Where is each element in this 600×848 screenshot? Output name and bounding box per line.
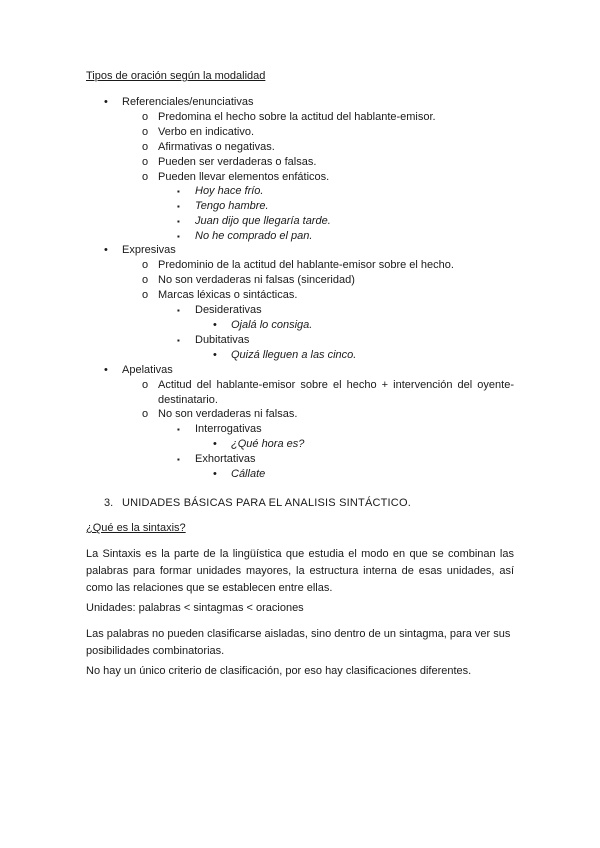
list-item-referenciales: Referenciales/enunciativas: [122, 96, 254, 108]
list-item: Actitud del hablante-emisor sobre el hecho + intervención del oyente-: [158, 379, 514, 391]
bullet-level3: ▪: [177, 202, 180, 211]
bullet-level4: •: [213, 349, 217, 361]
list-item-expresivas: Expresivas: [122, 244, 176, 256]
bullet-level2: o: [142, 289, 149, 301]
heading-3: UNIDADES BÁSICAS PARA EL ANALISIS SINTÁCTICO.: [122, 497, 411, 509]
heading-number: 3.: [104, 497, 114, 509]
list-item: Afirmativas o negativas.: [158, 141, 275, 153]
bullet-level4: •: [213, 438, 217, 450]
bullet-level2: o: [142, 274, 149, 286]
bullet-level2: o: [142, 379, 149, 391]
list-item: No son verdaderas ni falsas (sinceridad): [158, 274, 355, 286]
subtype-label: Interrogativas: [195, 423, 262, 435]
example-item: Cállate: [231, 468, 266, 480]
list-item-apelativas: Apelativas: [122, 364, 173, 376]
example-item: ¿Qué hora es?: [231, 438, 305, 450]
bullet-level3: ▪: [177, 187, 180, 196]
paragraph-criteria: No hay un único criterio de clasificación, por eso hay clasificaciones diferentes.: [86, 665, 472, 677]
example-item: Quizá lleguen a las cinco.: [231, 349, 357, 361]
bullet-level4: •: [213, 468, 217, 480]
bullet-level2: o: [142, 259, 149, 271]
paragraph-definition: La Sintaxis es la parte de la lingüística que estudia el modo en que se combinan las palabras para formar unidades mayores, la estructura interna de esas unidades, así como las relaciones que se establecen entre ellas.: [86, 548, 514, 594]
section-title: Tipos de oración según la modalidad: [86, 70, 266, 82]
subtype-label: Exhortativas: [195, 453, 256, 465]
bullet-level3: ▪: [177, 425, 180, 434]
bullet-level3: ▪: [177, 336, 180, 345]
bullet-level1: •: [104, 244, 108, 256]
list-item: Predomina el hecho sobre la actitud del hablante-emisor.: [158, 111, 436, 123]
example-item: Juan dijo que llegaría tarde.: [195, 215, 331, 227]
bullet-level3: ▪: [177, 217, 180, 226]
example-item: Tengo hambre.: [195, 200, 269, 212]
bullet-level1: •: [104, 96, 108, 108]
paragraph-units: Unidades: palabras < sintagmas < oraciones: [86, 602, 304, 614]
bullet-level2: o: [142, 111, 149, 123]
example-item: Hoy hace frío.: [195, 185, 264, 197]
subtype-label: Dubitativas: [195, 334, 250, 346]
list-item: Predominio de la actitud del hablante-emisor sobre el hecho.: [158, 259, 454, 271]
bullet-level3: ▪: [177, 306, 180, 315]
bullet-level3: ▪: [177, 232, 180, 241]
subtype-label: Desiderativas: [195, 304, 262, 316]
bullet-level2: o: [142, 141, 149, 153]
example-item: Ojalá lo consiga.: [231, 319, 313, 331]
bullet-level2: o: [142, 126, 149, 138]
bullet-level3: ▪: [177, 455, 180, 464]
example-item: No he comprado el pan.: [195, 230, 313, 242]
bullet-level2: o: [142, 408, 149, 420]
list-item: Pueden llevar elementos enfáticos.: [158, 171, 330, 183]
list-item: Pueden ser verdaderas o falsas.: [158, 156, 317, 168]
bullet-level1: •: [104, 364, 108, 376]
paragraph-words: Las palabras no pueden clasificarse aisladas, sino dentro de un sintagma, para ver sus posibilidades combinatorias.: [86, 628, 511, 657]
list-item: Marcas léxicas o sintácticas.: [158, 289, 298, 301]
list-item: No son verdaderas ni falsas.: [158, 408, 298, 420]
bullet-level2: o: [142, 171, 149, 183]
bullet-level2: o: [142, 156, 149, 168]
bullet-level4: •: [213, 319, 217, 331]
subheading-question: ¿Qué es la sintaxis?: [86, 522, 186, 534]
list-item: Verbo en indicativo.: [158, 126, 255, 138]
list-item-continuation: destinatario.: [158, 394, 218, 406]
